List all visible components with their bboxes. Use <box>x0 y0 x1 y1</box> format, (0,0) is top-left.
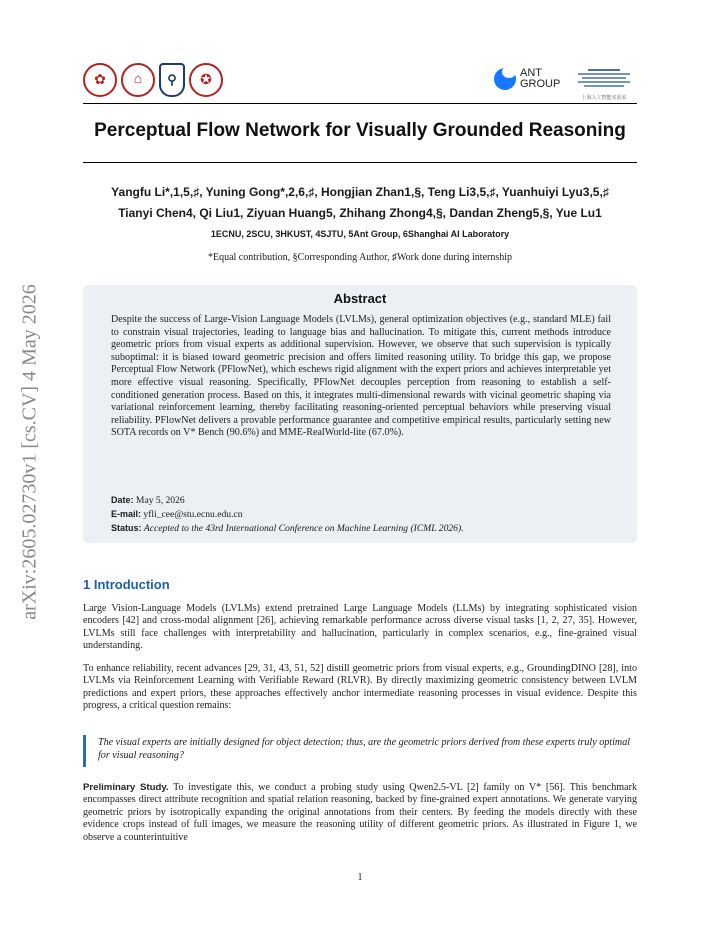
arxiv-side-stamp: arXiv:2605.02730v1 [cs.CV] 4 May 2026 <box>18 284 41 620</box>
abstract-heading: Abstract <box>333 291 387 306</box>
paper-title: Perceptual Flow Network for Visually Grounded Reasoning <box>94 120 626 141</box>
scu-logo: ⌂ <box>121 63 155 97</box>
authors-line-2: Tianyi Chen4, Qi Liu1, Ziyuan Huang5, Zhihang Zhong4,§, Dandan Zheng5,§, Yue Lu1 <box>118 206 602 220</box>
email-line: E-mail: yfli_cee@stu.ecnu.edu.cn <box>111 509 243 520</box>
ecnu-logo: ✿ <box>83 63 117 97</box>
intro-paragraph-1: Large Vision-Language Models (LVLMs) extend pretrained Large Language Models (LLMs) by integrating sophisticated vision encoders [42] and cross-modal alignment [26], achieving remarkable performance across diverse visual tasks [1, 2, 27, 35]. However, LVLMs still face challenges with interpretability and hallucination, particularly in complex scenarios, e.g., fine-grained visual understanding. <box>83 603 637 652</box>
page-number: 1 <box>357 872 363 883</box>
abstract-box <box>83 285 637 543</box>
sjtu-logo: ✪ <box>189 63 223 97</box>
research-question-quote: The visual experts are initially designed for object detection; thus, are the geometric priors derived from these experts truly optimal for visual reasoning? <box>83 735 640 767</box>
hkust-logo: ⚲ <box>159 63 185 97</box>
authors-line-1: Yangfu Li*,1,5,♯, Yuning Gong*,2,6,♯, Hongjian Zhan1,§, Teng Li3,5,♯, Yuanhuiyi Lyu3,5,♯ <box>111 185 609 199</box>
affiliations: 1ECNU, 2SCU, 3HKUST, 4SJTU, 5Ant Group, 6Shanghai AI Laboratory <box>210 229 510 239</box>
section-heading-introduction: 1 Introduction <box>83 577 170 592</box>
ant-mark-icon <box>494 68 516 90</box>
ant-group-logo: ANT GROUP <box>494 68 560 90</box>
email-link[interactable]: yfli_cee@stu.ecnu.edu.cn <box>143 509 243 520</box>
status-line: Status: Accepted to the 43rd International Conference on Machine Learning (ICML 2026). <box>111 523 464 534</box>
date-line: Date: May 5, 2026 <box>111 495 185 506</box>
intro-paragraph-3: Preliminary Study. To investigate this, we conduct a probing study using Qwen2.5-VL [2] family on V* [56]. This benchmark encompasses direct attribute recognition and spatial relation reasoning, backed by fine-grained expert annotations. We generate varying geometric priors by isotropically expanding the original annotations from their centers. By feeding the models directly with these evidence crops instead of full images, we measure the reasoning utility of different geometric priors. As illustrated in Figure 1, we observe a counterintuitive <box>83 782 638 843</box>
title-rule <box>83 162 637 163</box>
header-rule <box>83 103 637 104</box>
author-notes: *Equal contribution, §Corresponding Author, ♯Work done during internship <box>207 252 513 263</box>
university-logos <box>83 60 223 100</box>
intro-paragraph-2: To enhance reliability, recent advances [29, 31, 43, 51, 52] distill geometric priors from visual experts, e.g., GroundingDINO [28], into LVLMs via Reinforcement Learning with Verifiable Reward (RLVR). By directly maximizing geometric consistency between LVLM predictions and expert priors, these approaches effectively anchor intermediate reasoning processes in visual evidence. Despite this progress, a critical question remains: <box>83 663 637 712</box>
shlab-caption: 上海人工智能实验室 <box>581 96 627 101</box>
abstract-text: Despite the success of Large-Vision Language Models (LVLMs), general optimization objectives (e.g., standard MLE) fail to constrain visual trajectories, leading to language bias and hallucination. To mitigate this, current methods introduce geometric priors from visual experts as additional supervision. However, we observe that such supervision is typically suboptimal: it is biased toward geometric precision and offers limited reasoning utility. To bridge this gap, we propose Perceptual Flow Network (PFlowNet), which eschews rigid alignment with the expert priors and achieves interpretable yet more effective visual reasoning. Specifically, PFlowNet decouples perception from reasoning to establish a self-conditioned generation process. Based on this, it integrates multi-dimensional rewards with vicinal geometric shaping via variational reinforcement learning, thereby facilitating reasoning-oriented perceptual behaviors while preserving visual reliability. PFlowNet delivers a provable performance guarantee and competitive empirical results, particularly setting new SOTA records on V* Bench (90.6%) and MME-RealWorld-lite (67.0%). <box>111 314 611 439</box>
author-list <box>83 182 637 224</box>
